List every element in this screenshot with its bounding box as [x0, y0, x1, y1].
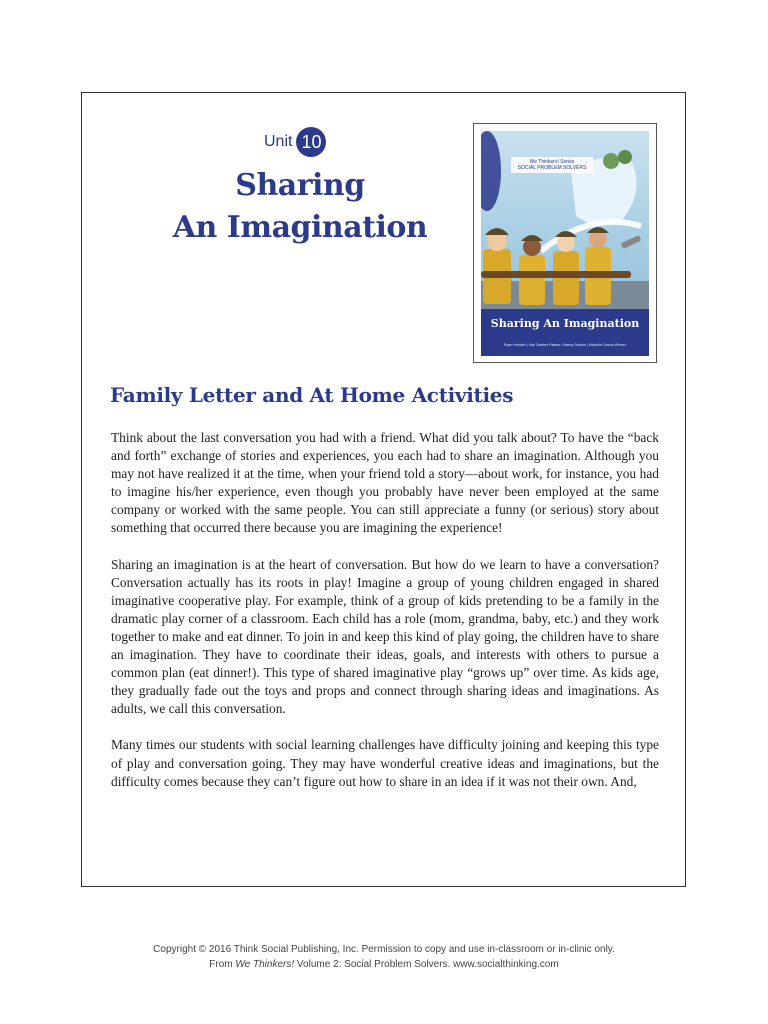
copyright-line: Copyright © 2016 Think Social Publishing, Inc. Permission to copy and use in-classroom or in-clinic only. [153, 944, 615, 955]
unit-title-line-2: An Imagination [172, 210, 428, 245]
cover-title: Sharing An Imagination [490, 317, 640, 330]
unit-title [170, 165, 430, 249]
book-cover-image [473, 123, 657, 363]
unit-number-badge: 10 [296, 127, 326, 157]
source-prefix: From [209, 959, 236, 970]
cover-authors: Ryan Hendrix | Kari Zweber Palmer | Nancy Tarshis | Michelle Garcia Winner [504, 343, 626, 347]
paragraph: Think about the last conversation you had with a friend. What did you talk about? To have the “back and forth” exchange of stories and experiences, you each had to share an imagination. Although you may not have realized it at the time, when your friend told a story—about work, for instance, you had to imagine his/her experience, even though you probably have never been employed at the same company or worked with the same people. You can still appreciate a funny (or serious) story about something that occurred there because you are imagining the experience! [111, 430, 659, 536]
book-title-italic: We Thinkers! [235, 959, 295, 970]
unit-word: Unit [264, 133, 293, 150]
cover-illustration [481, 131, 649, 356]
copyright-footer [0, 942, 768, 972]
section-heading: Family Letter and At Home Activities [110, 383, 514, 407]
source-line [0, 957, 768, 972]
unit-title-line-1: Sharing [235, 168, 365, 203]
paragraph: Sharing an imagination is at the heart of conversation. But how do we learn to have a conversation? Conversation actually has its roots in play! Imagine a group of young children engaged in shared imaginative cooperative play. For example, think of a group of kids pretending to be a family in the dramatic play corner of a classroom. Each child has a role (mom, grandma, baby, etc.) and they work together to make and eat dinner. To join in and keep this kind of play going, the children have to share an imagination. They have to coordinate their ideas, goals, and interests with others to pursue a common plan (eat dinner!). This type of shared imaginative play “grows up” over time. As kids age, they gradually fade out the toys and props and connect through sharing ideas and imaginations. As adults, we call this conversation. [111, 556, 659, 717]
paragraph: Many times our students with social learning challenges have difficulty joining and keeping this type of play and conversation going. They may have wonderful creative ideas and imaginations, but the difficulty comes because they can’t figure out how to share in an idea if it was not their own. And, [111, 737, 659, 789]
unit-label [264, 127, 326, 157]
cover-series-label: We Thinkers! Series SOCIAL PROBLEM SOLVERS [511, 157, 593, 173]
page-frame [81, 92, 686, 887]
source-suffix: Volume 2: Social Problem Solvers. www.socialthinking.com [294, 959, 559, 970]
letter-body [111, 429, 659, 809]
